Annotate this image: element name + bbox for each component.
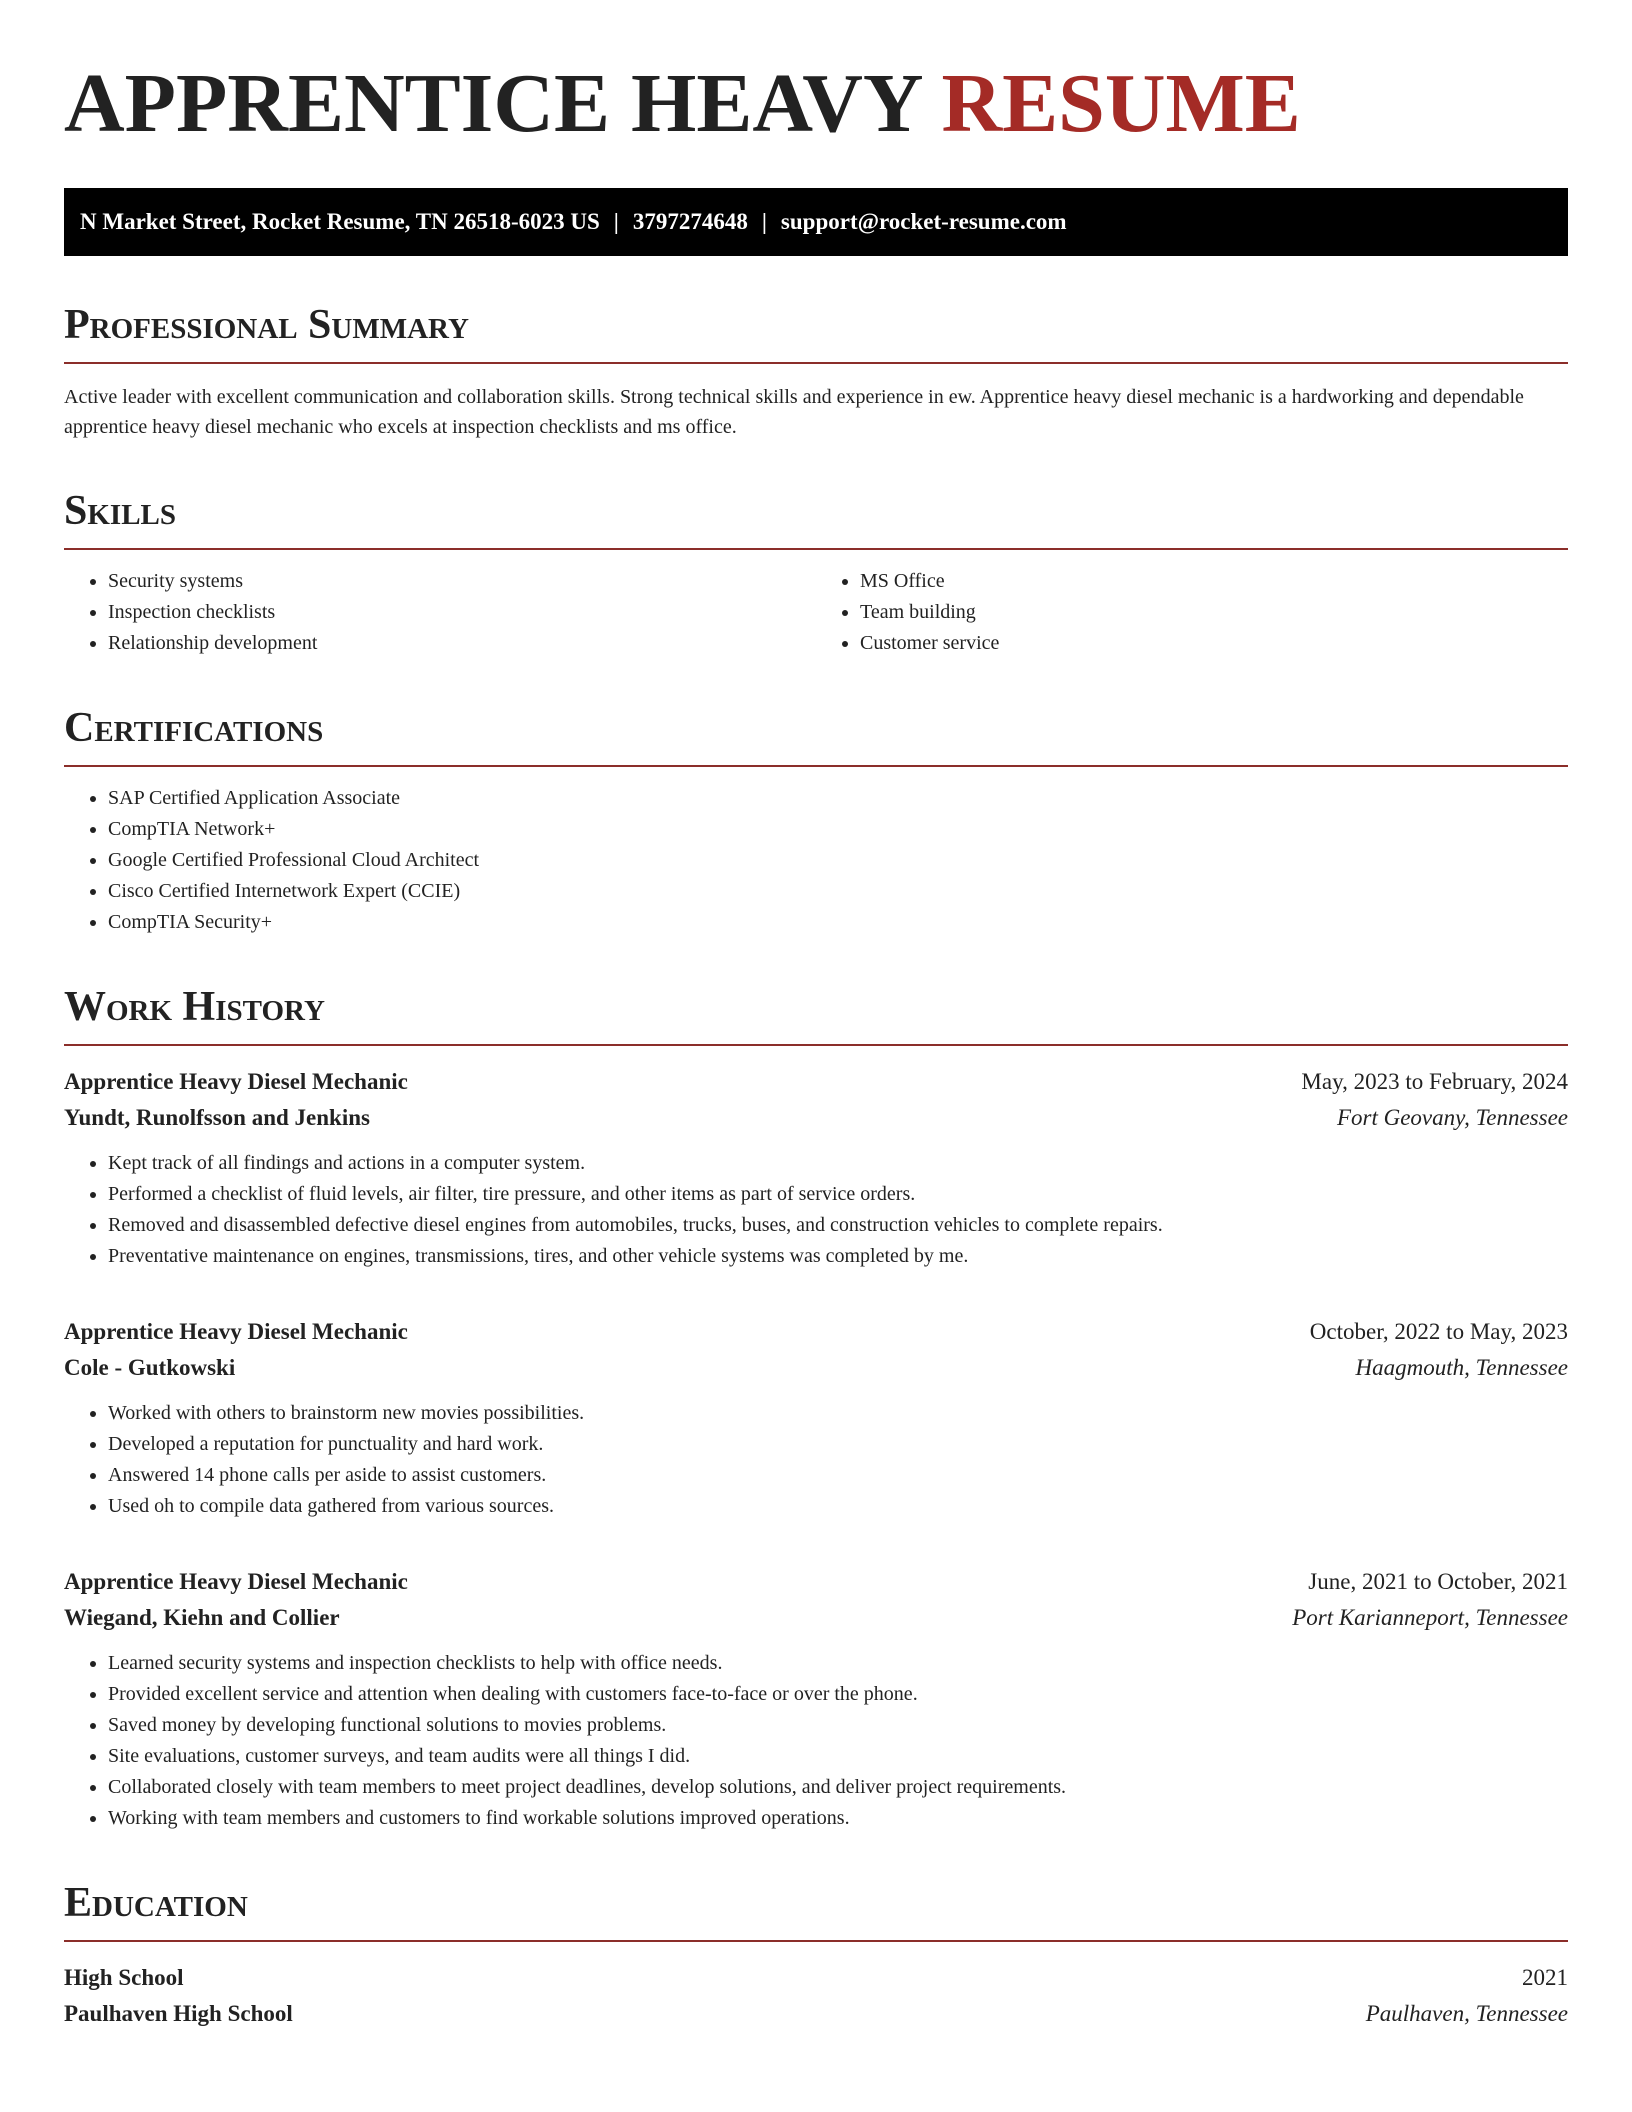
job-header-row (64, 1314, 1568, 1350)
education-location: Paulhaven, Tennessee (1365, 2001, 1568, 2026)
job-company-row (64, 1100, 1568, 1136)
job-dates: October, 2022 to May, 2023 (1309, 1319, 1568, 1344)
certifications-list (64, 783, 1568, 938)
job-entry (64, 1314, 1568, 1522)
job-header-row (64, 1564, 1568, 1600)
job-entry (64, 1064, 1568, 1272)
job-title: Apprentice Heavy Diesel Mechanic (64, 1569, 408, 1594)
work-history-section (64, 982, 1568, 1834)
job-dates: May, 2023 to February, 2024 (1301, 1069, 1568, 1094)
education-entry (64, 1960, 1568, 2032)
skill-item: • MS Office (860, 566, 1568, 597)
job-company: Yundt, Runolfsson and Jenkins (64, 1105, 370, 1130)
contact-bar (64, 188, 1568, 256)
skill-item: • Team building (860, 597, 1568, 628)
certifications-section (64, 703, 1568, 938)
contact-phone: 3797274648 (632, 209, 748, 234)
job-title: Apprentice Heavy Diesel Mechanic (64, 1319, 408, 1344)
job-bullet: • Saved money by developing functional solutions to movies problems. (108, 1710, 1568, 1741)
summary-section (64, 300, 1568, 442)
job-bullet: • Performed a checklist of fluid levels, air filter, tire pressure, and other items as part of service orders. (108, 1179, 1568, 1210)
job-company: Wiegand, Kiehn and Collier (64, 1605, 340, 1630)
job-bullet: • Working with team members and customers to find workable solutions improved operations. (108, 1803, 1568, 1834)
skill-item: • Relationship development (108, 628, 816, 659)
job-header-row (64, 1064, 1568, 1100)
job-bullet: • Provided excellent service and attention when dealing with customers face-to-face or over the phone. (108, 1679, 1568, 1710)
job-bullet: • Learned security systems and inspection checklists to help with office needs. (108, 1648, 1568, 1679)
resume-title (64, 56, 1568, 152)
skill-item: • Inspection checklists (108, 597, 816, 628)
skills-grid (64, 550, 1568, 659)
certification-item: • CompTIA Network+ (108, 814, 1568, 845)
certification-item: • Google Certified Professional Cloud Architect (108, 845, 1568, 876)
education-degree: High School (64, 1965, 184, 1990)
skills-heading: Skills (64, 486, 1568, 550)
contact-email: support@rocket-resume.com (780, 209, 1067, 234)
job-bullets (64, 1648, 1568, 1834)
job-dates: June, 2021 to October, 2021 (1308, 1569, 1568, 1594)
contact-separator: | (613, 209, 619, 234)
job-bullet: • Developed a reputation for punctuality and hard work. (108, 1429, 1568, 1460)
certification-item: • SAP Certified Application Associate (108, 783, 1568, 814)
job-title: Apprentice Heavy Diesel Mechanic (64, 1069, 408, 1094)
certification-item: • CompTIA Security+ (108, 907, 1568, 938)
job-bullet: • Answered 14 phone calls per aside to assist customers. (108, 1460, 1568, 1491)
education-section (64, 1878, 1568, 2032)
job-location: Fort Geovany, Tennessee (1336, 1105, 1568, 1130)
title-main: APPRENTICE HEAVY (64, 57, 942, 150)
job-company-row (64, 1350, 1568, 1386)
work-history-heading: Work History (64, 982, 1568, 1046)
job-bullet: • Kept track of all findings and actions in a computer system. (108, 1148, 1568, 1179)
job-bullet: • Worked with others to brainstorm new movies possibilities. (108, 1398, 1568, 1429)
education-school-row (64, 1996, 1568, 2032)
job-company: Cole - Gutkowski (64, 1355, 236, 1380)
job-company-row (64, 1600, 1568, 1636)
job-bullet: • Preventative maintenance on engines, transmissions, tires, and other vehicle systems was completed by me. (108, 1241, 1568, 1272)
job-bullet: • Used oh to compile data gathered from various sources. (108, 1491, 1568, 1522)
job-location: Haagmouth, Tennessee (1355, 1355, 1568, 1380)
title-accent: RESUME (941, 57, 1301, 150)
summary-heading: Professional Summary (64, 300, 1568, 364)
job-bullets (64, 1398, 1568, 1522)
job-bullet: • Removed and disassembled defective diesel engines from automobiles, trucks, buses, and construction vehicles to complete repairs. (108, 1210, 1568, 1241)
contact-address: N Market Street, Rocket Resume, TN 26518-6023 US (80, 209, 600, 234)
job-bullet: • Site evaluations, customer surveys, and team audits were all things I did. (108, 1741, 1568, 1772)
skills-list-right (816, 566, 1568, 659)
skill-item: • Security systems (108, 566, 816, 597)
job-bullets (64, 1148, 1568, 1272)
education-heading: Education (64, 1878, 1568, 1942)
job-bullet: • Collaborated closely with team members to meet project deadlines, develop solutions, and deliver project requirements. (108, 1772, 1568, 1803)
contact-separator: | (761, 209, 767, 234)
summary-text: Active leader with excellent communication and collaboration skills. Strong technical skills and experience in ew. Apprentice heavy diesel mechanic is a hardworking and dependable apprentice heavy diesel mechanic who excels at inspection checklists and ms office. (64, 386, 1524, 438)
skills-section (64, 486, 1568, 659)
education-degree-row (64, 1960, 1568, 1996)
job-entry (64, 1564, 1568, 1834)
skills-list-left (64, 566, 816, 659)
education-school: Paulhaven High School (64, 2001, 293, 2026)
certifications-heading: Certifications (64, 703, 1568, 767)
certification-item: • Cisco Certified Internetwork Expert (CCIE) (108, 876, 1568, 907)
job-location: Port Karianneport, Tennessee (1292, 1605, 1568, 1630)
education-year: 2021 (1522, 1965, 1568, 1990)
skill-item: • Customer service (860, 628, 1568, 659)
